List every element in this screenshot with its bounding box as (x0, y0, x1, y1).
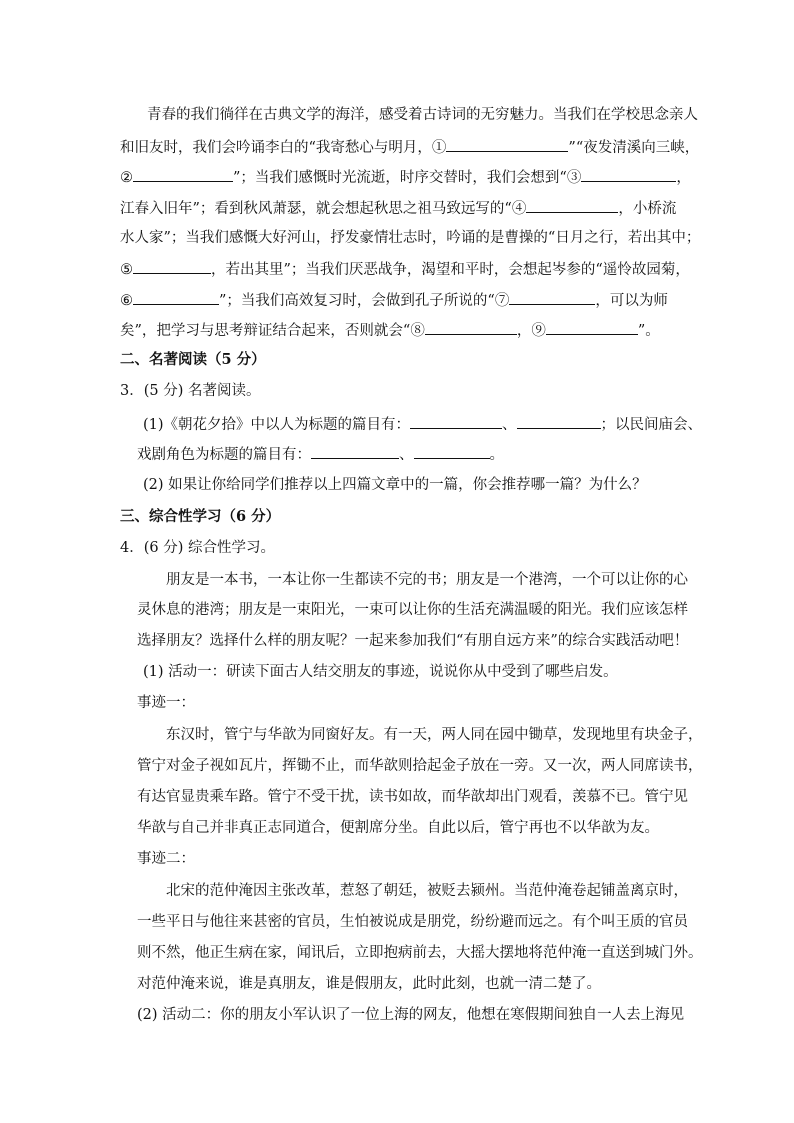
blank-7[interactable] (509, 289, 595, 305)
poetry-text: ⑤ (120, 262, 133, 278)
blank-4[interactable] (526, 197, 618, 213)
poetry-text: ”；当我们感慨时光流逝，时序交替时，我们会想到“③ (233, 170, 582, 186)
question-text: 、 (502, 417, 517, 433)
poetry-text: 青春的我们徜徉在古典文学的海洋，感受着古诗词的无穷魅力。当我们在学校思念亲人 (147, 107, 698, 123)
poetry-text: 矣”，把学习与思考辩证结合起来，否则就会“⑧ (120, 323, 425, 339)
poetry-line-6 (120, 258, 690, 280)
poetry-text: ⑥ (120, 293, 133, 309)
blank-1[interactable] (446, 136, 568, 152)
poetry-text: ， (676, 170, 691, 186)
intro-line: 灵休息的港湾；朋友是一束阳光，一束可以让你的生活充满温暖的阳光。我们应该怎样 (137, 602, 688, 618)
poetry-line-1 (147, 105, 698, 125)
poetry-text: ，⑨ (516, 323, 546, 339)
poetry-text: ”“夜发清溪向三峡， (568, 140, 700, 156)
poetry-text: 江春入旧年”；看到秋风萧瑟，就会想起秋思之祖马致远写的“④ (120, 201, 527, 217)
blank-zhaohua-4[interactable] (414, 443, 490, 459)
story-1-title: 事迹一： (137, 695, 195, 711)
poetry-line-8 (120, 319, 660, 341)
blank-6[interactable] (133, 289, 219, 305)
poetry-text: 和旧友时，我们会吟诵李白的“我寄愁心与明月，① (120, 140, 447, 156)
question-text: 戏剧角色为标题的篇目有： (137, 447, 311, 463)
question-4: 4．(6 分) 综合性学习。 (120, 540, 275, 556)
story-2-line: 北宋的范仲淹因主张改革，惹怒了朝廷，被贬去颍州。当范仲淹卷起铺盖离京时， (166, 883, 688, 899)
section-heading: 二、名著阅读（5 分） (120, 351, 266, 368)
story-2-line: 对范仲淹来说，谁是真朋友，谁是假朋友，此时此刻，也就一清二楚了。 (137, 976, 601, 992)
question-text: 、 (399, 447, 414, 463)
poetry-text: ② (120, 170, 133, 186)
story-2-title: 事迹二： (137, 851, 195, 867)
story-1-line: 有达官显贵乘车路。管宁不受干扰，读书如故，而华歆却出门观看，羡慕不已。管宁见 (137, 789, 688, 805)
blank-zhaohua-3[interactable] (311, 443, 399, 459)
blank-3[interactable] (581, 166, 676, 182)
question-3: 3．(5 分) 名著阅读。 (120, 383, 261, 399)
story-1-line: 东汉时，管宁与华歆为同窗好友。有一天，两人同在园中锄草，发现地里有块金子， (166, 727, 703, 743)
poetry-line-5 (120, 228, 700, 248)
poetry-text: ，小桥流 (618, 201, 677, 217)
poetry-line-2 (120, 136, 699, 158)
question-text: ；以民间庙会、 (600, 417, 703, 433)
poetry-text: 水人家”；当我们感慨大好河山，抒发豪情壮志时，吟诵的是曹操的“日月之行，若出其中； (120, 230, 701, 246)
poetry-line-4 (120, 197, 676, 219)
poetry-line-7 (120, 289, 668, 311)
question-text: (1)《朝花夕拾》中以人为标题的篇目有： (143, 417, 411, 433)
blank-zhaohua-2[interactable] (517, 413, 601, 429)
section-heading: 三、综合性学习（6 分） (120, 508, 281, 525)
activity-2: (2) 活动二：你的朋友小军认识了一位上海的网友，他想在寒假期间独自一人去上海见 (137, 1007, 685, 1023)
activity-1: (1) 活动一：研读下面古人结交朋友的事迹，说说你从中受到了哪些启发。 (143, 664, 618, 680)
story-2-line: 一些平日与他往来甚密的官员，生怕被说成是朋党，纷纷避而远之。有个叫王质的官员 (137, 914, 688, 930)
blank-2[interactable] (133, 166, 233, 182)
question-3-2: (2) 如果让你给同学们推荐以上四篇文章中的一篇，你会推荐哪一篇？为什么？ (143, 477, 647, 493)
blank-9[interactable] (546, 319, 638, 335)
poetry-line-3 (120, 166, 691, 188)
question-3-1 (143, 413, 702, 435)
poetry-text: ，若出其里”；当我们厌恶战争，渴望和平时，会想起岑参的“遥怜故园菊， (211, 262, 690, 278)
story-2-line: 则不然，他正生病在家，闻讯后，立即抱病前去，大摇大摆地将范仲淹一直送到城门外。 (137, 945, 703, 961)
blank-zhaohua-1[interactable] (410, 413, 502, 429)
question-text: 。 (489, 447, 504, 463)
poetry-text: ”。 (637, 323, 660, 339)
blank-5[interactable] (133, 258, 211, 274)
story-1-line: 管宁对金子视如瓦片，挥锄不止，而华歆则拾起金子放在一旁。又一次，两人同席读书， (137, 758, 703, 774)
question-3-1-cont (137, 443, 504, 465)
intro-line: 选择朋友？选择什么样的朋友呢？一起来参加我们“有朋自远方来”的综合实践活动吧！ (137, 633, 689, 649)
intro-line: 朋友是一本书，一本让你一生都读不完的书；朋友是一个港湾，一个可以让你的心 (166, 572, 688, 588)
poetry-text: ”；当我们高效复习时，会做到孔子所说的“⑦ (219, 293, 510, 309)
story-1-line: 华歆与自己并非真正志同道合，便割席分坐。自此以后，管宁再也不以华歆为友。 (137, 820, 659, 836)
poetry-text: ，可以为师 (595, 293, 668, 309)
blank-8[interactable] (425, 319, 517, 335)
